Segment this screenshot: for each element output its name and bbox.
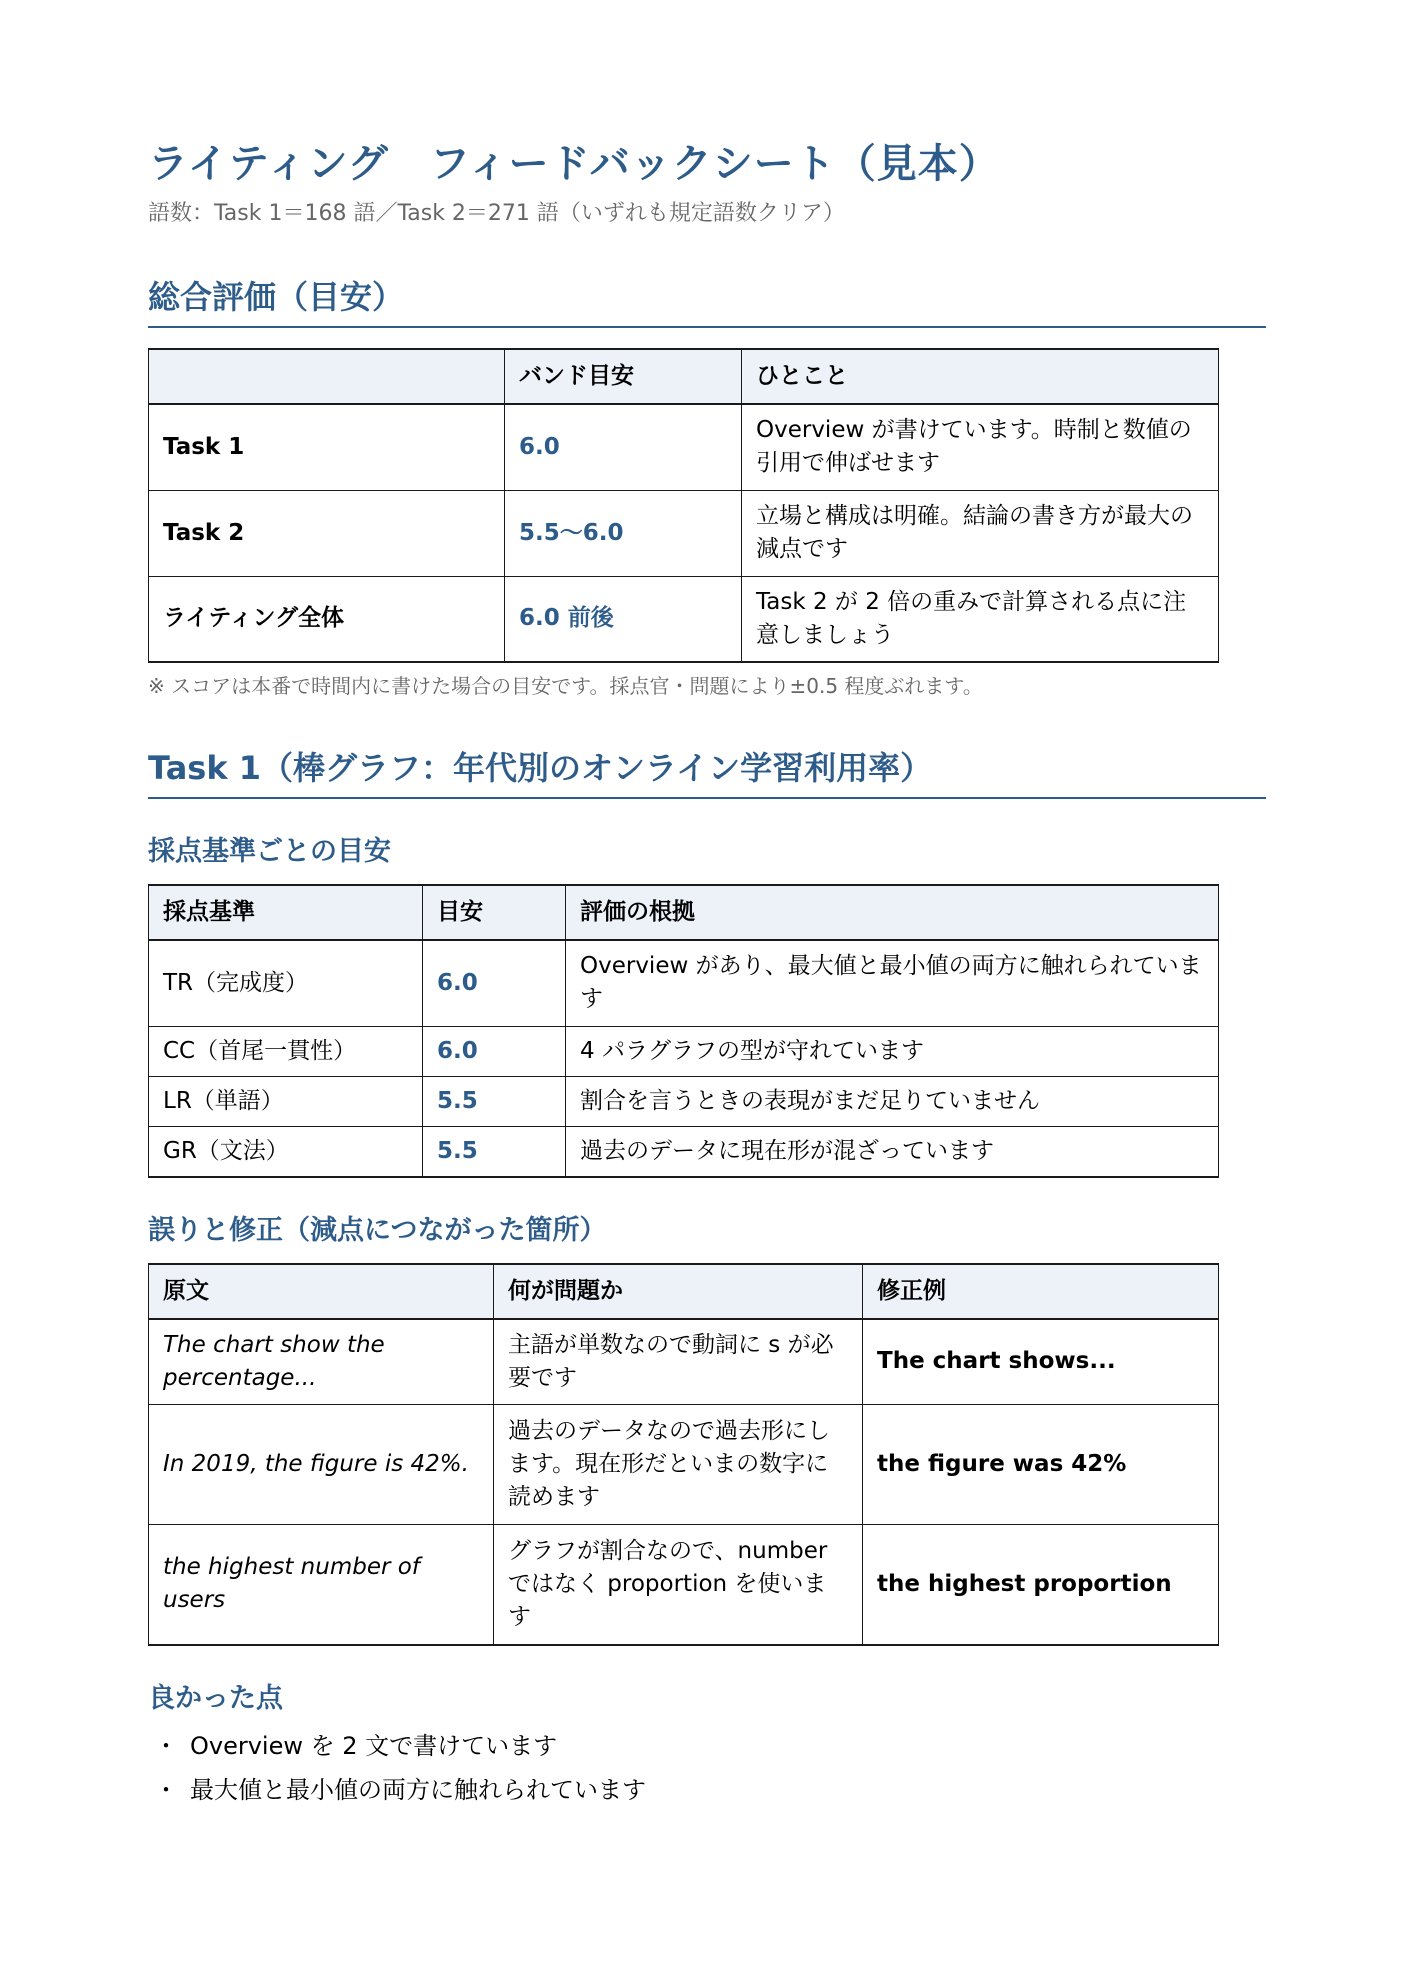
comment-cell: Overview が書けています。時制と数値の引用で伸ばせます <box>742 404 1219 490</box>
criterion-cell: TR（完成度） <box>149 940 423 1026</box>
table-row <box>149 1026 1219 1076</box>
good-points-list <box>148 1729 1266 1807</box>
problem-cell: 主語が単数なので動詞に s が必要です <box>494 1319 863 1405</box>
score-note: ※ スコアは本番で時間内に書けた場合の目安です。採点官・問題により±0.5 程度ぶれます。 <box>148 674 983 698</box>
table-row <box>149 1319 1219 1405</box>
bullet-icon: ・ <box>154 1775 178 1804</box>
reason-cell: 過去のデータに現在形が混ざっています <box>566 1126 1219 1177</box>
reason-cell: 割合を言うときの表現がまだ足りていません <box>566 1076 1219 1126</box>
band-cell: 5.5〜6.0 <box>505 490 742 576</box>
problem-cell: グラフが割合なので、number ではなく proportion を使います <box>494 1525 863 1645</box>
column-header: 目安 <box>423 885 566 940</box>
table-row <box>149 576 1219 662</box>
errors-heading: 誤りと修正（減点につながった箇所） <box>148 1214 607 1246</box>
list-item <box>148 1729 1266 1763</box>
table-row <box>149 404 1219 490</box>
criteria-heading: 採点基準ごとの目安 <box>148 836 391 867</box>
task-cell: ライティング全体 <box>149 576 505 662</box>
table-row <box>149 1405 1219 1525</box>
fix-cell: the highest proportion <box>863 1525 1219 1645</box>
overall-section-heading: 総合評価（目安） <box>148 272 1266 328</box>
band-cell: 6.0 前後 <box>505 576 742 662</box>
feedback-sheet <box>148 132 1266 1817</box>
page-title: ライティング フィードバックシート（見本） <box>148 141 1000 187</box>
column-header: 評価の根拠 <box>566 885 1219 940</box>
table-row <box>149 1126 1219 1177</box>
problem-cell: 過去のデータなので過去形にします。現在形だといまの数字に読めます <box>494 1405 863 1525</box>
column-header: 採点基準 <box>149 885 423 940</box>
original-cell: the highest number of users <box>149 1525 494 1645</box>
column-header: 修正例 <box>863 1264 1219 1319</box>
fix-cell: the figure was 42% <box>863 1405 1219 1525</box>
task1-section-heading: Task 1（棒グラフ：年代別のオンライン学習利用率） <box>148 743 1266 799</box>
band-cell: 5.5 <box>423 1076 566 1126</box>
band-cell: 5.5 <box>423 1126 566 1177</box>
word-count-subtitle: 語数：Task 1＝168 語／Task 2＝271 語（いずれも規定語数クリア） <box>148 201 845 226</box>
original-cell: In 2019, the figure is 42%. <box>149 1405 494 1525</box>
comment-cell: Task 2 が 2 倍の重みで計算される点に注意しましょう <box>742 576 1219 662</box>
table-row <box>149 940 1219 1026</box>
bullet-icon: ・ <box>154 1731 178 1760</box>
column-header <box>149 349 505 404</box>
band-cell: 6.0 <box>423 1026 566 1076</box>
list-item <box>148 1773 1266 1807</box>
band-cell: 6.0 <box>423 940 566 1026</box>
column-header: 何が問題か <box>494 1264 863 1319</box>
table-row <box>149 1525 1219 1645</box>
reason-cell: Overview があり、最大値と最小値の両方に触れられています <box>566 940 1219 1026</box>
criterion-cell: CC（首尾一貫性） <box>149 1026 423 1076</box>
table-row <box>149 490 1219 576</box>
errors-table <box>148 1263 1219 1646</box>
table-header-row <box>149 1264 1219 1319</box>
criteria-table <box>148 884 1219 1178</box>
fix-cell: The chart shows... <box>863 1319 1219 1405</box>
band-cell: 6.0 <box>505 404 742 490</box>
criterion-cell: LR（単語） <box>149 1076 423 1126</box>
original-cell: The chart show the percentage... <box>149 1319 494 1405</box>
table-header-row <box>149 885 1219 940</box>
column-header: バンド目安 <box>505 349 742 404</box>
comment-cell: 立場と構成は明確。結論の書き方が最大の減点です <box>742 490 1219 576</box>
list-item-text: 最大値と最小値の両方に触れられています <box>190 1775 646 1804</box>
good-points-heading: 良かった点 <box>148 1682 283 1714</box>
table-row <box>149 1076 1219 1126</box>
table-header-row <box>149 349 1219 404</box>
reason-cell: 4 パラグラフの型が守れています <box>566 1026 1219 1076</box>
column-header: 原文 <box>149 1264 494 1319</box>
column-header: ひとこと <box>742 349 1219 404</box>
overall-table <box>148 348 1219 663</box>
criterion-cell: GR（文法） <box>149 1126 423 1177</box>
task-cell: Task 1 <box>149 404 505 490</box>
task-cell: Task 2 <box>149 490 505 576</box>
list-item-text: Overview を 2 文で書けています <box>190 1731 558 1760</box>
